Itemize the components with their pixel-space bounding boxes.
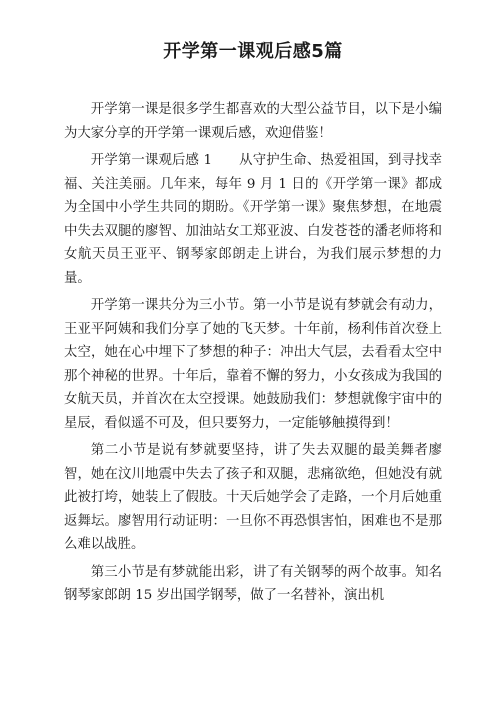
paragraph-review-1: 开学第一课观后感 1 从守护生命、热爱祖国，到寻找幸福、关注美丽。几年来，每年 9 月 1 日的《开学第一课》都成为全国中小学生共同的期盼。《开学第一课》聚焦梦想，在地震中失去双腿的廖智、加油站女工郑亚波、白发苍苍的潘老师将和女航天员王亚平、钢琴家郎朗走上讲台，为我们展示梦想的力量。: [64, 153, 442, 286]
paragraph-section-two: 第二小节是说有梦就要坚持，讲了失去双腿的最美舞者廖智，她在汶川地震中失去了孩子和双腿，悲痛欲绝，但她没有就此被打垮，她装上了假肢。十天后她学会了走路，一个月后她重返舞坛。廖智用行动证明：一旦你不再恐惧害怕，困难也不是那么难以战胜。: [64, 443, 442, 552]
paragraph-section-overview: 开学第一课共分为三小节。第一小节是说有梦就会有动力，王亚平阿姨和我们分享了她的飞天梦。十年前，杨利伟首次登上太空，她在心中埋下了梦想的种子：冲出大气层，去看看太空中那个神秘的世界。十年后，靠着不懈的努力，小女孩成为我国的女航天员，并首次在太空授课。她鼓励我们：梦想就像宇宙中的星辰，看似遥不可及，但只要努力，一定能够触摸得到！: [64, 298, 442, 431]
paragraph-section-three: 第三小节是有梦就能出彩，讲了有关钢琴的两个故事。知名钢琴家郎朗 15 岁出国学钢琴，做了一名替补，演出机: [64, 564, 442, 603]
document-title: 开学第一课观后感5篇: [163, 41, 343, 62]
paragraph-intro: 开学第一课是很多学生都喜欢的大型公益节目，以下是小编为大家分享的开学第一课观后感，欢迎借鉴！: [64, 102, 442, 141]
